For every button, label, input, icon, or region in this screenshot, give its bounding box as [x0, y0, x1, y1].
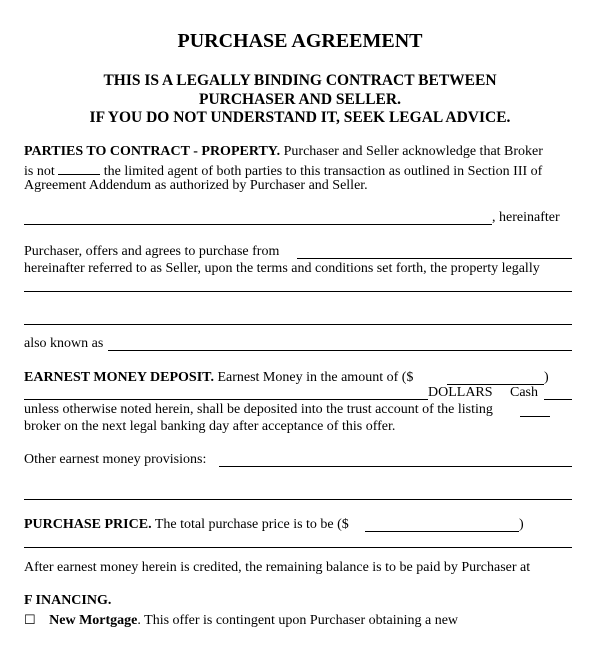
- seller-line: hereinafter referred to as Seller, upon the terms and conditions set forth, the property legally: [24, 261, 540, 276]
- broker-status-blank[interactable]: [58, 161, 100, 175]
- document-title: PURCHASE AGREEMENT: [177, 30, 423, 52]
- financing-heading: [24, 593, 111, 609]
- parties-heading: PARTIES TO CONTRACT - PROPERTY.: [24, 144, 281, 159]
- cash-field[interactable]: [544, 399, 572, 400]
- listing-blank-field[interactable]: [520, 416, 550, 417]
- earnest-amount-words-field[interactable]: [24, 399, 428, 400]
- legal-description-line-1[interactable]: [24, 291, 572, 292]
- header-line-2: PURCHASER AND SELLER.: [199, 91, 401, 108]
- earnest-heading: EARNEST MONEY DEPOSIT.: [24, 370, 214, 385]
- price-close-paren: ): [519, 517, 524, 532]
- dollars-label: DOLLARS: [428, 385, 493, 400]
- parties-text-1: Purchaser and Seller acknowledge that Broker: [280, 144, 543, 159]
- financing-option-line: [24, 612, 458, 629]
- earnest-close-paren: ): [544, 370, 549, 385]
- price-text-1: The total purchase price is to be ($: [151, 517, 349, 532]
- also-known-as-label: also known as: [24, 336, 104, 351]
- earnest-line-2: unless otherwise noted herein, shall be deposited into the trust account of the listing: [24, 402, 493, 417]
- purchaser-name-field[interactable]: [24, 224, 492, 225]
- other-provisions-label: Other earnest money provisions:: [24, 452, 207, 467]
- remaining-balance-line: After earnest money herein is credited, the remaining balance is to be paid by Purchaser at: [24, 560, 531, 575]
- parties-is-not: is not: [24, 164, 55, 179]
- purchase-price-words-field[interactable]: [24, 547, 572, 548]
- earnest-line-3: broker on the next legal banking day after acceptance of this offer.: [24, 419, 396, 434]
- hereinafter-text: , hereinafter: [492, 210, 560, 225]
- purchase-price-field[interactable]: [365, 531, 519, 532]
- other-provisions-field[interactable]: [219, 466, 572, 467]
- also-known-as-field[interactable]: [108, 350, 572, 351]
- header-line-3: IF YOU DO NOT UNDERSTAND IT, SEEK LEGAL ADVICE.: [89, 109, 511, 126]
- price-heading: PURCHASE PRICE.: [24, 517, 152, 532]
- cash-label: Cash: [510, 385, 538, 400]
- parties-line-3: Agreement Addendum as authorized by Purchaser and Seller.: [24, 178, 368, 193]
- header-line-1: THIS IS A LEGALLY BINDING CONTRACT BETWEEN: [103, 72, 497, 89]
- price-line-1: [24, 517, 349, 533]
- new-mortgage-text: . This offer is contingent upon Purchaser obtaining a new: [137, 613, 459, 628]
- new-mortgage-checkbox[interactable]: ☐: [24, 612, 36, 627]
- parties-line-1: [24, 144, 543, 160]
- earnest-text-1: Earnest Money in the amount of ($: [213, 370, 414, 385]
- earnest-line-1: [24, 370, 413, 386]
- seller-name-field[interactable]: [297, 258, 572, 259]
- new-mortgage-label: New Mortgage: [49, 613, 138, 628]
- offer-line: Purchaser, offers and agrees to purchase from: [24, 244, 280, 259]
- financing-heading-text: F INANCING.: [24, 593, 112, 608]
- other-provisions-line-2[interactable]: [24, 499, 572, 500]
- parties-text-2: the limited agent of both parties to this transaction as outlined in Section III of: [100, 164, 543, 179]
- legal-description-line-2[interactable]: [24, 324, 572, 325]
